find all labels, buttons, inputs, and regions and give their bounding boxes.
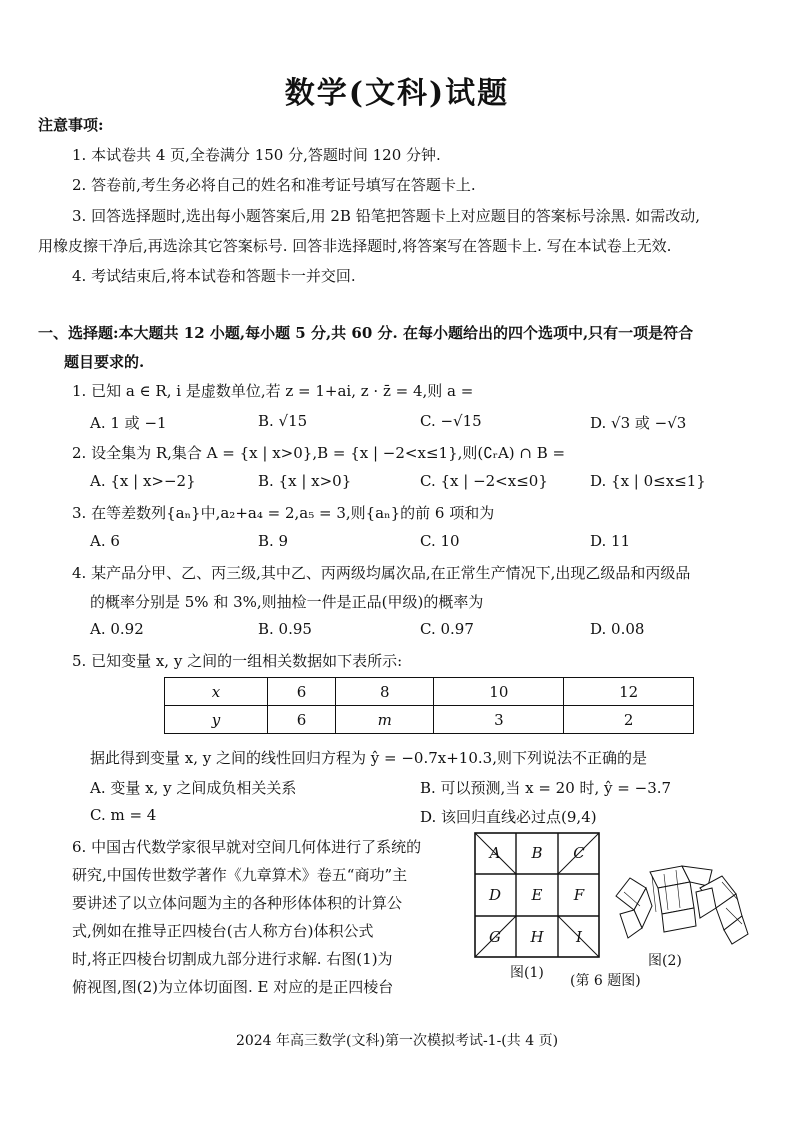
- q6-line-6: 俯视图,图(2)为立体切面图. E 对应的是正四棱台: [72, 978, 394, 996]
- table-cell: 12: [564, 678, 694, 706]
- figure-1-top-view: [474, 832, 600, 958]
- figure-1-cell-i: I: [576, 928, 582, 946]
- q4-option-b: B. 0.95: [258, 620, 312, 638]
- q3-option-b: B. 9: [258, 532, 289, 550]
- table-row: [165, 706, 694, 734]
- q3-option-c: C. 10: [420, 532, 460, 550]
- q3-stem: 3. 在等差数列{aₙ}中,a₂+a₄ = 2,a₅ = 3,则{aₙ}的前 6 项和为: [72, 504, 495, 522]
- q2-option-b: B. {x | x>0}: [258, 472, 352, 490]
- q5-stem: 5. 已知变量 x, y 之间的一组相关数据如下表所示:: [72, 652, 403, 670]
- figure-2-cut-view: [612, 848, 752, 948]
- table-row: [165, 678, 694, 706]
- q2-option-a: A. {x | x>−2}: [90, 472, 196, 490]
- figure-1-cell-b: B: [531, 844, 543, 862]
- q1-option-d: D. √3 或 −√3: [590, 414, 687, 432]
- q3-option-a: A. 6: [90, 532, 120, 550]
- figure-1-caption: 图(1): [510, 965, 544, 981]
- q6-line-1: 6. 中国古代数学家很早就对空间几何体进行了系统的: [72, 838, 422, 856]
- q3-option-d: D. 11: [590, 532, 631, 550]
- section-heading: 一、选择题:本大题共 12 小题,每小题 5 分,共 60 分. 在每小题给出的四个选项中,只有一项是符合: [38, 324, 694, 342]
- notice-item-1: 1. 本试卷共 4 页,全卷满分 150 分,答题时间 120 分钟.: [72, 146, 441, 164]
- table-cell: 10: [434, 678, 564, 706]
- q4-stem-line1: 4. 某产品分甲、乙、丙三级,其中乙、丙两级均属次品,在正常生产情况下,出现乙级品和丙级品: [72, 564, 691, 582]
- notice-item-2: 2. 答卷前,考生务必将自己的姓名和准考证号填写在答题卡上.: [72, 176, 476, 194]
- q1-option-a: A. 1 或 −1: [90, 414, 167, 432]
- figure-1-cell-c: C: [573, 844, 585, 862]
- table-cell: 8: [336, 678, 434, 706]
- q5-option-c: C. m = 4: [90, 806, 157, 824]
- figure-group-caption: (第 6 题图): [570, 973, 641, 989]
- q5-option-d: D. 该回归直线必过点(9,4): [420, 808, 597, 826]
- q4-stem-line2: 的概率分别是 5% 和 3%,则抽检一件是正品(甲级)的概率为: [90, 593, 484, 611]
- section-heading-cont: 题目要求的.: [64, 353, 145, 371]
- figure-1-cell-a: A: [489, 844, 501, 862]
- q6-line-2: 研究,中国传世数学著作《九章算术》卷五“商功”主: [72, 866, 408, 884]
- q1-stem: 1. 已知 a ∈ R, i 是虚数单位,若 z = 1+ai, z · z̄ = 4,则 a =: [72, 382, 474, 400]
- figure-2-caption: 图(2): [648, 953, 682, 969]
- figure-1-cell-g: G: [489, 928, 501, 946]
- q6-line-3: 要讲述了以立体问题为主的各种形体体积的计算公: [72, 894, 403, 912]
- q5-option-a: A. 变量 x, y 之间成负相关关系: [90, 779, 297, 797]
- figure-1-cell-d: D: [488, 886, 502, 904]
- notice-item-4: 4. 考试结束后,将本试卷和答题卡一并交回.: [72, 267, 356, 285]
- q5-data-table: [164, 677, 694, 734]
- figure-1-cell-e: E: [531, 886, 543, 904]
- figure-1-cell-h: H: [530, 928, 544, 946]
- table-cell: 3: [434, 706, 564, 734]
- table-cell: y: [165, 706, 268, 734]
- table-cell: 6: [268, 706, 336, 734]
- q2-option-d: D. {x | 0≤x≤1}: [590, 472, 706, 490]
- q5-option-b: B. 可以预测,当 x = 20 时, ŷ = −3.7: [420, 779, 672, 797]
- notice-item-3a: 3. 回答选择题时,选出每小题答案后,用 2B 铅笔把答题卡上对应题目的答案标号涂黑. 如需改动,: [72, 207, 701, 225]
- figure-2-drawing: [612, 848, 752, 948]
- q6-line-5: 时,将正四棱台切割成九部分进行求解. 右图(1)为: [72, 950, 393, 968]
- table-cell: m: [336, 706, 434, 734]
- q5-followup: 据此得到变量 x, y 之间的线性回归方程为 ŷ = −0.7x+10.3,则下列说法不正确的是: [90, 749, 647, 767]
- notice-heading: 注意事项:: [38, 116, 104, 134]
- figure-1-cell-f: F: [573, 886, 585, 904]
- notice-item-3b: 用橡皮擦干净后,再选涂其它答案标号. 回答非选择题时,将答案写在答题卡上. 写在本试卷上无效.: [38, 237, 672, 255]
- table-cell: 6: [268, 678, 336, 706]
- q4-option-a: A. 0.92: [90, 620, 144, 638]
- q4-option-c: C. 0.97: [420, 620, 474, 638]
- q6-line-4: 式,例如在推导正四棱台(古人称方台)体积公式: [72, 922, 374, 940]
- q1-option-b: B. √15: [258, 412, 308, 430]
- table-cell: x: [165, 678, 268, 706]
- q4-option-d: D. 0.08: [590, 620, 645, 638]
- table-cell: 2: [564, 706, 694, 734]
- q2-stem: 2. 设全集为 R,集合 A = {x | x>0},B = {x | −2<x≤1},则(∁ᵣA) ∩ B =: [72, 444, 566, 462]
- q2-option-c: C. {x | −2<x≤0}: [420, 472, 548, 490]
- page-footer: 2024 年高三数学(文科)第一次模拟考试-1-(共 4 页): [235, 1033, 559, 1049]
- q1-option-c: C. −√15: [420, 412, 482, 430]
- page-title: 数学(文科)试题: [284, 76, 510, 111]
